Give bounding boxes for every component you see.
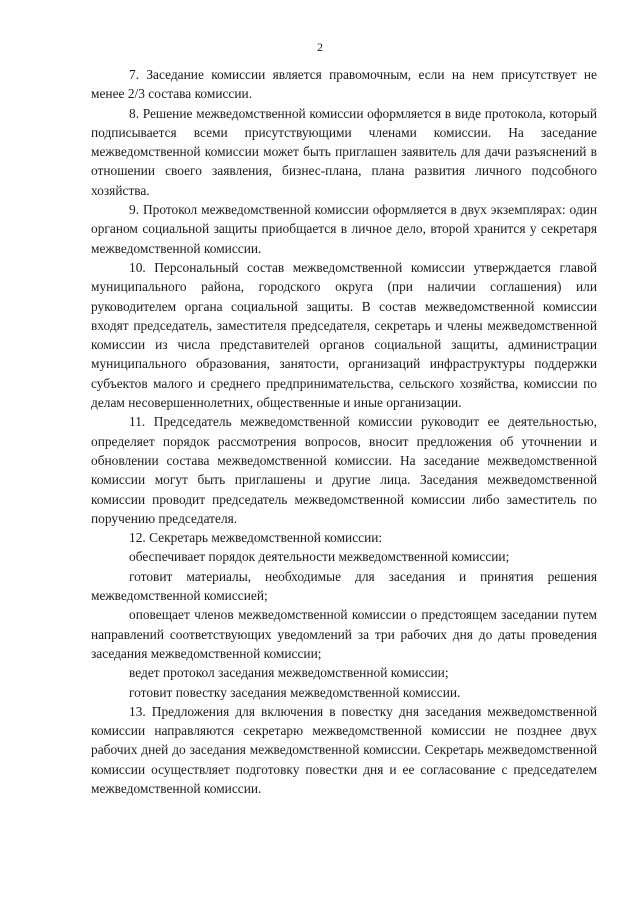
list-item-duty-2: готовит материалы, необходимые для заседания и принятия решения межведомственной комиссией; xyxy=(91,568,597,604)
paragraph-item-10: 10. Персональный состав межведомственной комиссии утверждается главой муниципального района, городского округа (при наличии соглашения) или руководителем органа социальной защиты. В состав межведомственной комиссии входят председатель, заместителя председателя, секретарь и члены межведомственной комиссии из числа представителей органов социальной защиты, администрации муниципального образования, занятости, организаций инфраструктуры поддержки субъектов малого и среднего предпринимательства, сельского хозяйства, комиссии по делам несовершеннолетних, общественные и иные организации. xyxy=(91,259,597,411)
list-item-duty-5: готовит повестку заседания межведомственной комиссии. xyxy=(129,684,461,700)
list-item-duty-1: обеспечивает порядок деятельности межведомственной комиссии; xyxy=(129,549,510,565)
paragraph-item-13: 13. Предложения для включения в повестку дня заседания межведомственной комиссии направляются секретарю межведомственной комиссии не позднее двух рабочих дней до заседания межведомственной комиссии. Секретарь межведомственной комиссии осуществляет подготовку повестки дня и ее согласование с председателем межведомственной комиссии. xyxy=(91,703,597,796)
paragraph-item-9: 9. Протокол межведомственной комиссии оформляется в двух экземплярах: один органом социальной защиты приобщается в личное дело, второй хранится у секретаря межведомственной комиссии. xyxy=(91,202,597,256)
page-number: 2 xyxy=(317,40,323,54)
paragraph-item-8: 8. Решение межведомственной комиссии оформляется в виде протокола, который подписывается всеми присутствующими членами комиссии. На заседание межведомственной комиссии может быть приглашен заявитель для дачи разъяснений в отношении своего заявления, бизнес-плана, плана развития личного подсобного хозяйства. xyxy=(91,105,597,198)
paragraph-item-11: 11. Председатель межведомственной комиссии руководит ее деятельностью, определяет порядок рассмотрения вопросов, вносит предложения об уточнении и обновлении состава межведомственной комиссии. На заседание межведомственной комиссии могут быть приглашены и другие лица. Заседания межведомственной комиссии проводит председатель межведомственной комиссии либо заместитель по поручению председателя. xyxy=(91,414,597,526)
paragraph-item-7: 7. Заседание комиссии является правомочным, если на нем присутствует не менее 2/3 состава комиссии. xyxy=(91,67,597,102)
list-item-duty-4: ведет протокол заседания межведомственной комиссии; xyxy=(129,665,449,681)
paragraph-item-12: 12. Секретарь межведомственной комиссии: xyxy=(129,530,383,546)
list-item-duty-3: оповещает членов межведомственной комиссии о предстоящем заседании путем направлений соответствующих уведомлений за три рабочих дня до даты проведения заседания межведомственной комиссии; xyxy=(91,607,597,661)
document-body xyxy=(91,65,597,798)
